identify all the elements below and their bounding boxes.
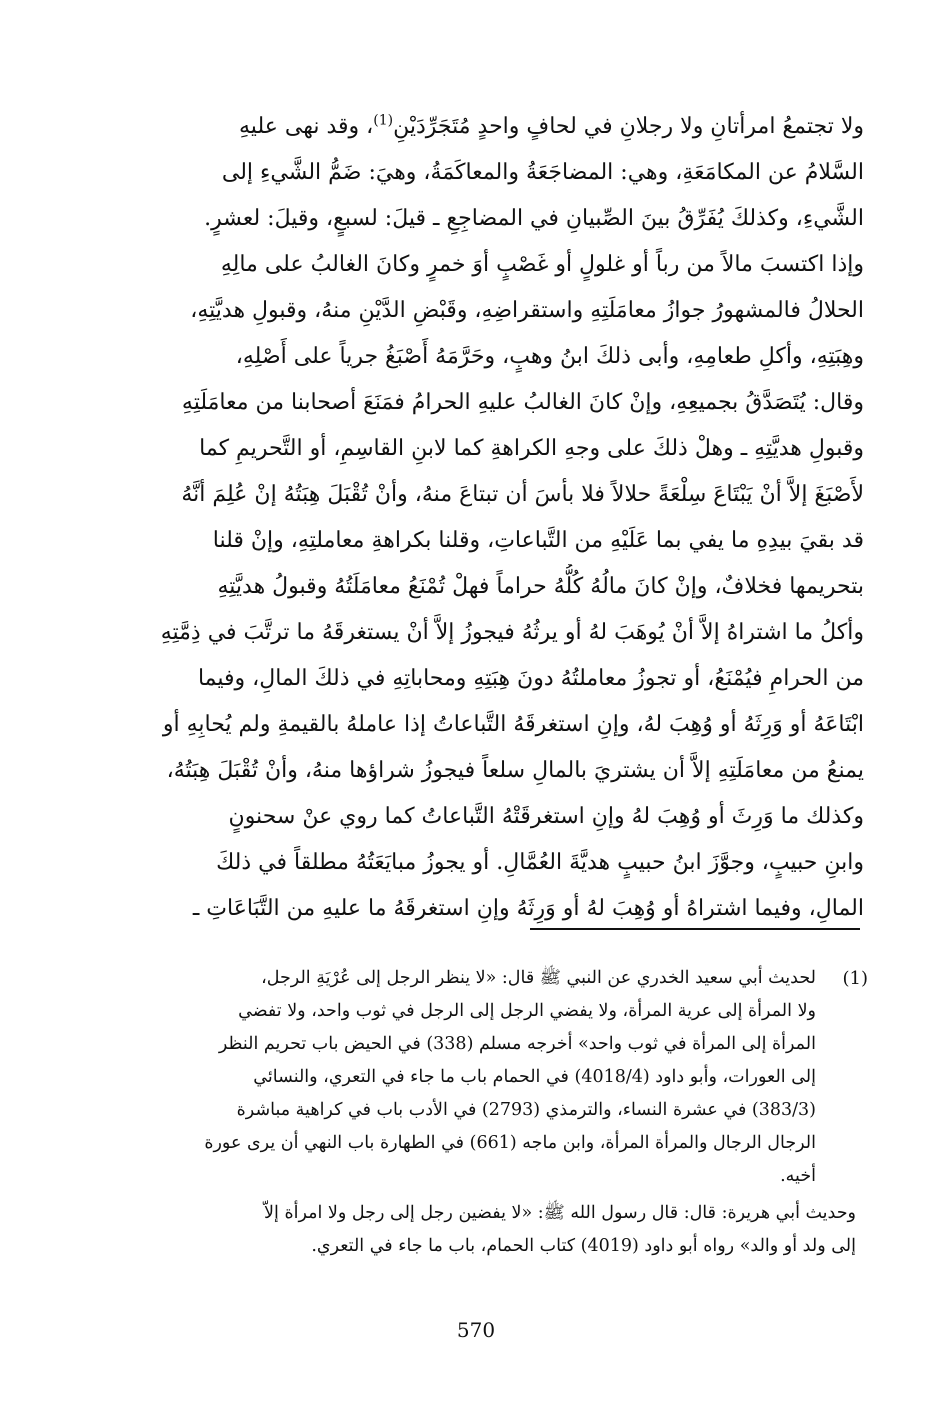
footnote-line: (383/3) في عشرة النساء، والترمذي (2793) في الأدب باب في كراهية مباشرة: [236, 1100, 816, 1120]
text-line: بتحريمها فخلافٌ، وإنْ كانَ مالُهُ كُلُّهُ حراماً فهلْ تُمْنَعُ معامَلَتُهُ وقبولُ هديَّتِهِ: [217, 574, 864, 599]
footnotes: [108, 962, 868, 1263]
text-line: وكذلك ما وَرِثَ أو وُهِبَ لهُ وإنِ استغرقَتْهُ التَّباعاتُ كما روي عنْ سحنونٍ: [228, 804, 864, 829]
text-line: ابْتَاعَهُ أو وَرِثَهُ أو وُهِبَ لهُ، وإنِ استغرقَهُ التَّباعاتُ إذا عاملهُ بالقيمةِ ولم يُحابِهِ أو: [162, 712, 864, 737]
footnote-number: (1): [842, 968, 868, 989]
footnote-1-continuation: [108, 1197, 868, 1263]
text-segment: ، وقد نهى عليهِ: [239, 114, 374, 139]
footnote-line: إلى العورات، وأبو داود (4018/4) في الحمام باب ما جاء في التعري، والنسائي: [253, 1067, 816, 1087]
footnote-line: وحديث أبي هريرة: قال: قال رسول الله ﷺ: «لا يفضين رجل إلى رجل ولا امرأة إلاّ: [264, 1203, 856, 1223]
text-line: المالِ، وفيما اشتراهُ أو وُهِبَ لهُ أو وَرِثَهُ وإنِ استغرقَهُ ما عليهِ من التَّبَاعَاتِ ـ: [192, 896, 864, 921]
text-line: الشَّيءِ، وكذلكَ يُفَرِّقُ بينَ الصِّبيانِ في المضاجِعِ ـ قيلَ: لسبعٍ، وقيلَ: لعشرٍ.: [204, 206, 864, 231]
text-line: [108, 104, 864, 150]
footnote-line: ولا المرأة إلى عرية المرأة، ولا يفضي الرجل إلى الرجل في ثوب واحد، ولا تفضي: [238, 1001, 816, 1021]
text-segment: ولا تجتمعُ امرأتانِ ولا رجلانِ في لحافٍ واحدٍ مُتَجَرِّدَيْنِ: [393, 114, 864, 139]
text-line: السَّلامُ عن المكامَعَةِ، وهي: المضاجَعَةُ والمعاكَمَةُ، وهيَ: ضَمُّ الشَّيءِ إلى: [221, 160, 864, 185]
footnote-separator: [530, 928, 860, 930]
text-line: من الحرامِ فيُمْنَعُ، أو تجوزُ معاملتُهُ دونَ هِبَتِهِ ومحاباتِهِ في ذلكَ المالِ، وفيما: [197, 666, 864, 691]
text-line: قد بقيَ بيدِهِ ما يفي بما عَلَيْهِ من التَّباعاتِ، وقلنا بكراهةِ معاملتِهِ، وإنْ قلنا: [212, 528, 864, 553]
footnote-1: [108, 962, 868, 1193]
text-line: لأَصْبَغَ إلاَّ أنْ يَبْتَاعَ سِلْعَةً حلالاً فلا بأسَ أن تبتاعَ منهُ، وأنْ تُقْبَلَ هِبَتُهُ إنْ عُلِمَ أنَّهُ: [181, 482, 864, 507]
text-line: وقال: يُتَصَدَّقُ بجميعِهِ، وإنْ كانَ الغالبُ عليهِ الحرامُ فمَنَعَ أصحابنا من معامَلَتِهِ: [181, 390, 864, 415]
main-text: [108, 104, 864, 932]
text-line: وابنِ حبيبٍ، وجوَّزَ ابنُ حبيبٍ هديَّةَ العُمَّالِ. أو يجوزُ مبايَعَتُهُ مطلقاً في ذلكَ: [216, 850, 864, 875]
footnote-line: المرأة إلى المرأة في ثوب واحد» أخرجه مسلم (338) في الحيض باب تحريم النظر: [218, 1034, 816, 1054]
text-line: وقبولِ هديَّتِهِ ـ وهلْ ذلكَ على وجهِ الكراهةِ كما لابنِ القاسِمِ، أو التَّحريمِ كما: [199, 436, 864, 461]
footnote-reference: (1): [373, 112, 394, 129]
footnote-line: الرجال الرجال والمرأة المرأة، وابن ماجه (661) في الطهارة باب النهي أن يرى عورة: [204, 1133, 816, 1153]
text-line: وأكلُ ما اشتراهُ إلاَّ أنْ يُوهَبَ لهُ أو يرثُهُ فيجوزُ إلاَّ أنْ يستغرقَهُ ما ترتَّبَ في ذِمَّتِهِ: [160, 620, 864, 645]
text-line: وهِبَتِهِ، وأكلِ طعامِهِ، وأبى ذلكَ ابنُ وهبٍ، وحَرَّمَهُ أَصْبَغُ جرياً على أَصْلِهِ،: [235, 344, 864, 369]
footnote-line: إلى ولد أو والد» رواه أبو داود (4019) كتاب الحمام، باب ما جاء في التعري.: [311, 1236, 856, 1256]
footnote-line: أخيه.: [780, 1166, 816, 1186]
text-line: وإذا اكتسبَ مالاً من رباً أو غلولٍ أو غَصْبٍ أوَ خمرٍ وكانَ الغالبُ على مالِهِ: [220, 252, 864, 277]
text-line: يمنعُ من معامَلَتِهِ إلاَّ أن يشتريَ بالمالِ سلعاً فيجوزُ شراؤها منهُ، وأنْ تُقْبَلَ هِبَتُهُ،: [166, 758, 864, 783]
page-number: 570: [456, 1318, 496, 1342]
footnote-line: لحديث أبي سعيد الخدري عن النبي ﷺ قال: «لا ينظر الرجل إلى عُرْيَةِ الرجل،: [261, 968, 816, 988]
text-line: الحلالُ فالمشهورُ جوازُ معامَلَتِهِ واستقراضِهِ، وقَبْضِ الدَّيْنِ منهُ، وقبولِ هديَّتِهِ،: [190, 298, 864, 323]
